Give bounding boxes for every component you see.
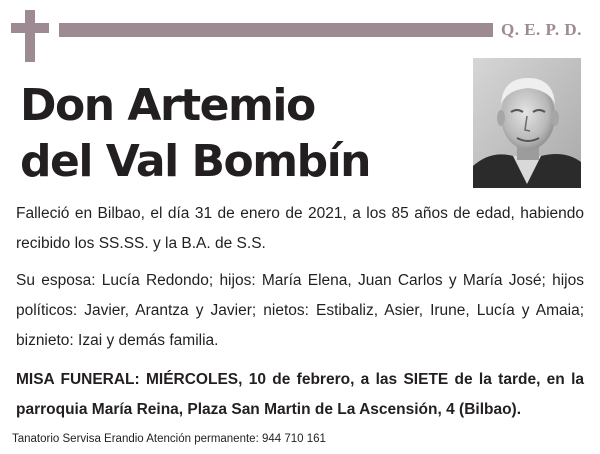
name-line-1: Don Artemio: [20, 80, 315, 131]
name-line-2: del Val Bombín: [20, 136, 370, 187]
death-notice-paragraph: Falleció en Bilbao, el día 31 de enero de 2021, a los 85 años de edad, habiendo recibido los SS.SS. y la B.A. de S.S.: [16, 205, 584, 252]
qepd-label: Q. E. P. D.: [501, 20, 582, 39]
deceased-name: [20, 78, 370, 190]
funeral-home-footer: Tanatorio Servisa Erandio Atención permanente: 944 710 161: [12, 433, 326, 445]
portrait-photo: [473, 58, 581, 188]
cross-icon: [11, 10, 49, 62]
funeral-mass-paragraph: MISA FUNERAL: MIÉRCOLES, 10 de febrero, a las SIETE de la tarde, en la parroquia María Reina, Plaza San Martin de La Ascensión, 4 (Bilbao).: [16, 371, 584, 418]
family-paragraph: Su esposa: Lucía Redondo; hijos: María Elena, Juan Carlos y María José; hijos políticos: Javier, Arantza y Javier; nietos: Estibaliz, Asier, Irune, Lucía y Amaia; biznieto: Izai y demás familia.: [16, 272, 584, 349]
header-rule: [59, 23, 493, 37]
